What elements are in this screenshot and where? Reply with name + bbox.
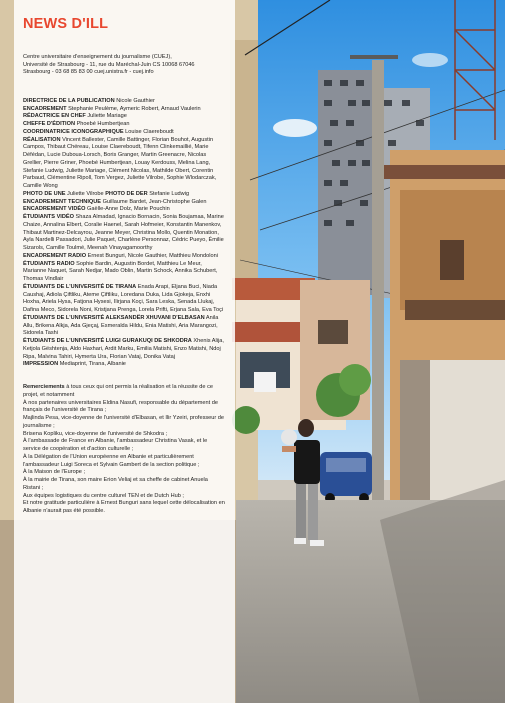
credit-label: ÉTUDIANTS VIDÉO — [23, 214, 74, 221]
thanks-line: Majlinda Pesa, vice-doyenne de l'université d'Elbasan, et Ilir Yzeiri, professeur de journalisme ; — [23, 415, 225, 429]
thanks-line: À la Délégation de l'Union européenne en Albanie et particulièrement l'ambassadeur Luigi Soreca et Sylvain Gambert de la section politique ; — [23, 453, 200, 468]
credit-label: IMPRESSION — [23, 361, 59, 368]
address-line: Centre universitaire d'enseignement du journalisme (CUEJ), — [23, 54, 172, 60]
credit-names: Stefanie Ludwig — [149, 190, 190, 197]
credits-list — [23, 98, 226, 369]
credit-entry — [23, 284, 226, 315]
credit-names: Louise Claereboudt — [125, 128, 174, 135]
credit-names: Mediaprint, Tirana, Albanie — [59, 361, 126, 368]
credit-label: ÉTUDIANTS DE L'UNIVERSITÉ DE TIRANA — [23, 283, 137, 290]
credit-names: Nicole Gauthier — [116, 97, 155, 104]
thanks-line: À la mairie de Tirana, son maire Erion Veliaj et sa cheffe de cabinet Anuela Ristani ; — [23, 477, 208, 491]
address-line: Université de Strasbourg - 11, rue du Maréchal-Juin CS 10068 67046 — [23, 61, 195, 68]
credit-label: CHEFFE D'ÉDITION — [23, 121, 75, 128]
credit-entry — [23, 253, 226, 261]
thanks-line: Brisena Kopliku, vice-doyenne de l'université de Shkodra ; — [23, 430, 168, 437]
credit-names: Phoebé Humbertjean — [76, 121, 130, 128]
credit-names: Juliette Mariage — [87, 113, 127, 120]
thanks-lead: Remerciements — [23, 384, 65, 391]
credit-label: ENCADREMENT VIDÉO — [23, 206, 86, 213]
credit-names: Vincent Ballester, Camille Battinger, Florian Bouhot, Augustin Campos, Thibaut Chéreau, Louise Claereboudt, Tifenn Clinkemaillié, Marie Défédan, Lucie Duboua-Lorsch, Boris Granger, Martin Greenacre, Nicolas Grellier, Pierre Griner, Phoebé Humbertjean, Louay Kerdouss, Melina Lang, Stefanie Ludwig, Juliette Mariage, Clément Nicolas, Mathilde Obert, Corentin Parbaud, Clémentine Ripoll, Tom Vergez, Juliette Vilrobe, Sophie Wlodarczak, Camille Wong — [23, 136, 217, 190]
credit-names: Gaëlle-Anne Dolz, Marie Pouchin — [87, 206, 170, 213]
credit-entry — [23, 137, 226, 191]
credit-names: Anila Allu, Brikena Alkja, Ada Gjeçaj, Esmeralda Hildu, Enia Matishi, Aria Marangozi, Sidorela Tashi — [23, 314, 219, 337]
credit-entry — [23, 98, 226, 106]
publisher-address — [23, 54, 226, 77]
credit-label: ÉTUDIANTS DE L'UNIVERSITÉ ALEKSANDËR XHUVANI D'ELBASAN — [23, 314, 205, 321]
thanks-line: À nos partenaires universitaires Eldina Nasufi, responsable du département de français de l'université de Tirana ; — [23, 399, 218, 414]
credit-label: ENCADREMENT TECHNIQUE — [23, 198, 102, 205]
credit-label: ÉTUDIANTS DE L'UNIVERSITÉ LUIGI GURAKUQI DE SHKODRA — [23, 338, 192, 345]
address-line: Strasbourg - 03 68 85 83 00 cuej.unistra.fr - cuej.info — [23, 69, 154, 76]
credit-entry — [23, 338, 226, 361]
credit-names: Xhenis Alija, Ketjola Gështenja, Aldo Haxhari, Ardit Marku, Emilia Matishi, Enzo Matishi, Ndoj Ripa, Malvina Tahiri, Hymerta Ura, Florian Vataj, Donika Vataj — [23, 338, 224, 360]
credit-entry — [23, 113, 226, 121]
thanks-line: À la Maison de l'Europe ; — [23, 469, 86, 476]
credit-names: Guillaume Bardet, Jean-Christophe Galen — [102, 198, 207, 205]
credit-entry — [23, 315, 226, 338]
thanks-intro — [23, 384, 226, 400]
credit-label: ENCADREMENT — [23, 105, 67, 112]
thanks-line: À l'ambassade de France en Albanie, l'ambassadeur Christina Vasak, et le service de coopération et d'action culturelle ; — [23, 438, 208, 453]
credit-entry — [23, 206, 226, 214]
credit-label: ÉTUDIANTS RADIO — [23, 260, 75, 267]
credit-label: RÉDACTRICE EN CHEF — [23, 113, 86, 120]
credit-entry — [23, 121, 226, 129]
credits-panel — [14, 0, 235, 703]
credit-label: ENCADREMENT RADIO — [23, 252, 87, 259]
credit-entry — [23, 261, 226, 284]
credit-label: PHOTO DE DER — [105, 190, 148, 197]
credit-names: Ernest Bunguri, Nicole Gauthier, Matthieu Mondoloni — [87, 252, 218, 259]
credit-names: Enada Arapi, Eljana Buci, Niada Caushaj, Adiola Çiftliku, Ateme Çiftliku, Loredana Duka, Lida Gjokeja, Enxhi Hoxha, Ariela Hysa, Fatjona Hysesi, Ilirjana Koçi, Sara Leska, Senada Llukaj, Dafina Meco, Sidorela Noni, Kristjana Prenga, Lorela Prifti, Erjana Sala, Eva Toçi — [23, 283, 224, 314]
credit-label: PHOTO DE UNE — [23, 190, 66, 197]
credit-entry — [23, 191, 226, 199]
credit-entry — [23, 214, 226, 253]
credit-names: Sophie Bardin, Augustin Bordet, Matthieu Le Meur, Marianne Naquet, Sarah Nedjar, Mado Oblin, Martin Schock, Annika Schubert, Thomas Vindlair — [23, 260, 218, 283]
thanks-line: Aux équipes logistiques du centre culturel TEN et de Dutch Hub ; — [23, 492, 184, 499]
credit-names: Juliette Vilrobe — [67, 190, 104, 197]
credit-label: COORDINATRICE ICONOGRAPHIQUE — [23, 128, 124, 135]
credit-names: Stephanie Peulème, Aymeric Robert, Arnaud Vaulerin — [68, 105, 201, 112]
thanks-line: Et notre gratitude particulière à Ernest Bunguri sans lequel cette délocalisation en Albanie n'aurait pas été possible. — [23, 500, 225, 515]
credit-label: DIRECTRICE DE LA PUBLICATION — [23, 97, 115, 104]
credit-names: Shaza Almadad, Ignacio Bornacin, Sonia Boujamaa, Marine Chaize, Annalina Elbert, Coralie Haenel, Sarah Hofmeier, Konstantin Manenkov, Thibaut Martinez-Delcayrou, Jeanne Meyer, Christina Mollo, Quentin Monation, Ayla Nardelli Passadori, Julie Paquet, Charlène Personnaz, Cédric Pueyo, Émilie Sizarols, Camille Toulmé, Meenah Vinayagamoorthy — [23, 214, 224, 252]
acknowledgements — [23, 384, 226, 516]
masthead-title: NEWS D'ILL — [23, 16, 109, 32]
credit-label: RÉALISATION — [23, 136, 61, 143]
thanks-line: à tous ceux qui ont permis la réalisation et la réussite de ce projet, et notamment — [23, 384, 213, 398]
credit-entry — [23, 129, 226, 137]
credit-entry — [23, 361, 226, 369]
